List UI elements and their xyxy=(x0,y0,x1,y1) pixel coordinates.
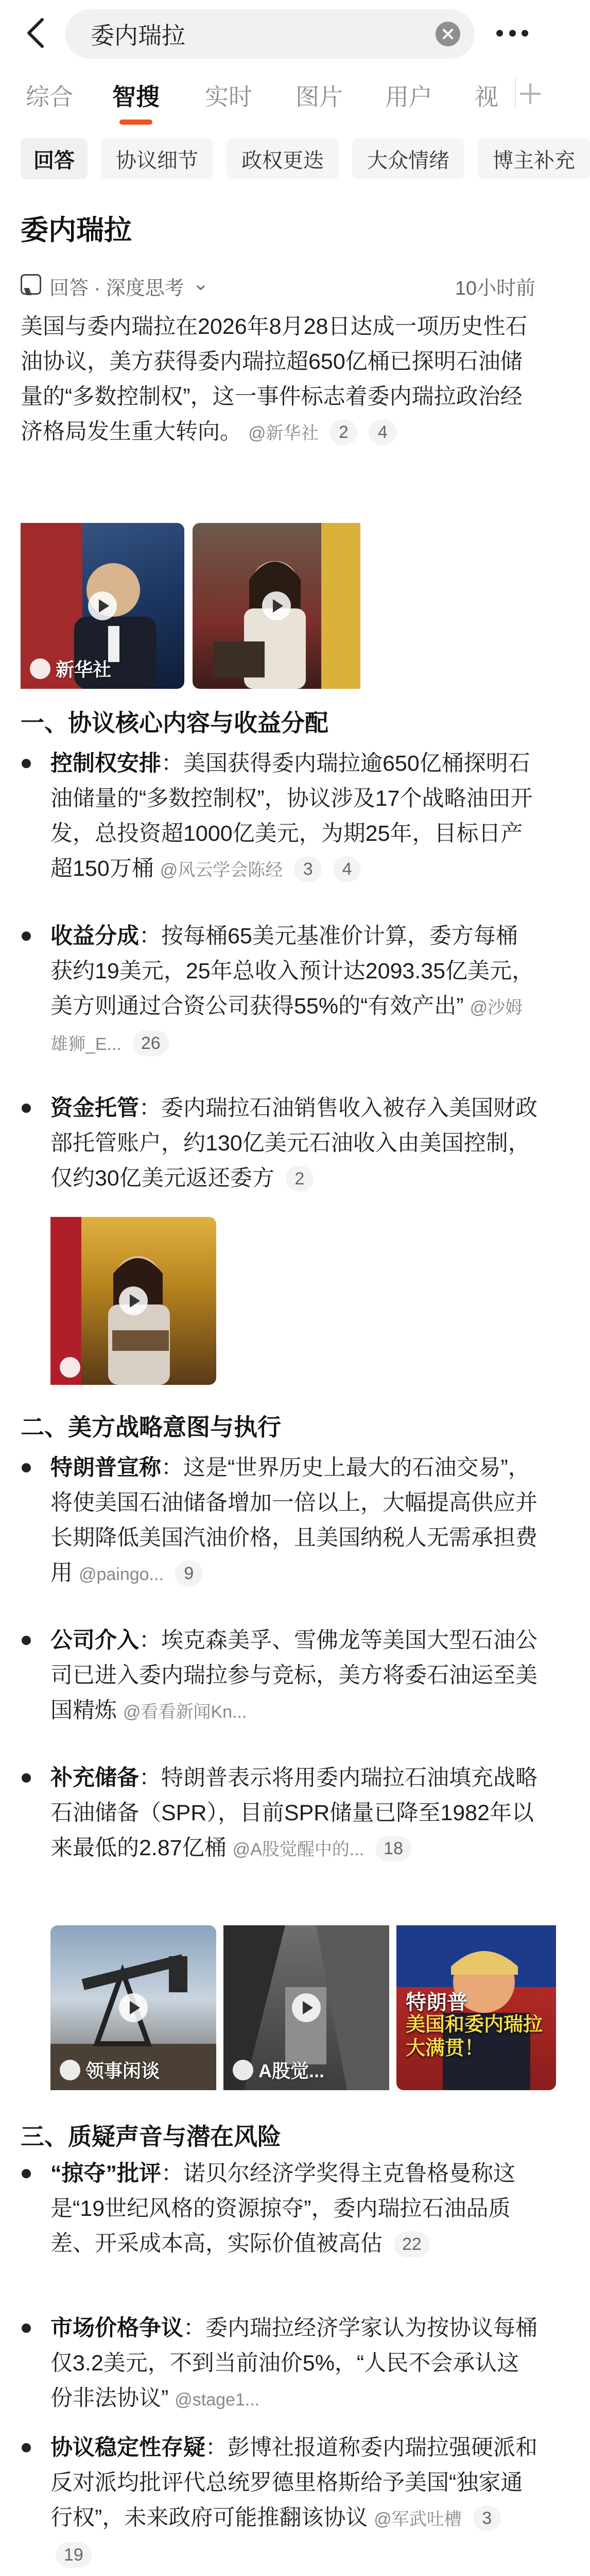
intro-text: 美国与委内瑞拉在2026年8月28日达成一项历史性石油协议，美方获得委内瑞拉超650亿桶已探明石油储量的“多数控制权”，这一事件标志着委内瑞拉政治经济格局发生重大转向。 xyxy=(21,314,528,444)
clear-search-button[interactable] xyxy=(436,22,460,46)
video-thumbnail[interactable] xyxy=(193,523,360,689)
source-ref[interactable]: @军武吐槽 xyxy=(374,2510,462,2529)
thumbnail-title: 特朗普 xyxy=(406,1991,467,2014)
add-tab-icon[interactable] xyxy=(515,77,546,108)
citation-badge[interactable]: 2 xyxy=(329,419,357,445)
citation-badge[interactable]: 3 xyxy=(294,856,322,882)
item-text: ：委内瑞拉经济学家认为按协议每桶仅3.2美元，不到当前油价5%，“人民不会承认这份非法协议” xyxy=(50,2316,537,2411)
section-heading: 二、美方战略意图与执行 xyxy=(21,1414,281,1440)
tab-realtime[interactable]: 实时 xyxy=(205,83,252,110)
item-term: 补充储备 xyxy=(50,1766,139,1790)
tab-images[interactable]: 图片 xyxy=(296,83,343,110)
item-term: 协议稳定性存疑 xyxy=(50,2435,205,2460)
source-logo-icon xyxy=(60,2060,80,2080)
top-bar xyxy=(0,0,556,66)
chat-icon xyxy=(21,274,41,295)
more-dot-icon xyxy=(522,30,528,37)
video-thumbnail[interactable] xyxy=(50,1217,216,1385)
source-logo-icon xyxy=(233,2060,253,2080)
search-query: 委内瑞拉 xyxy=(91,22,185,49)
more-dot-icon xyxy=(496,30,503,37)
citation-badge[interactable]: 9 xyxy=(175,1561,203,1586)
item-text: ：按每桶65美元基准价计算，委方每桶获约19美元，25年总收入预计达2093.35亿美元，美方则通过合资公司获得55%的“有效产出” xyxy=(50,924,534,1019)
video-thumbnail[interactable] xyxy=(396,1925,556,2090)
chip-agreement-details[interactable]: 协议细节 xyxy=(101,138,213,179)
back-button[interactable] xyxy=(20,13,51,53)
chevron-down-icon[interactable]: ⌄ xyxy=(193,273,209,295)
item-text: ：彭博社报道称委内瑞拉强硬派和反对派均批评代总统罗德里格斯给予美国“独家通行权”，未来政府可能推翻该协议 xyxy=(50,2435,537,2530)
citation-badge[interactable]: 26 xyxy=(133,1030,169,1056)
tab-users[interactable]: 用户 xyxy=(385,83,432,110)
section-heading: 一、协议核心内容与收益分配 xyxy=(21,709,328,736)
source-ref[interactable]: @风云学会陈经 xyxy=(160,860,283,880)
chevron-left-icon xyxy=(27,18,44,48)
item-term: 收益分成 xyxy=(50,924,139,948)
chip-public-sentiment[interactable]: 大众情绪 xyxy=(352,138,464,179)
list-item xyxy=(50,2311,540,2417)
list-item xyxy=(50,746,540,888)
media-source-tag: 新华社 xyxy=(30,655,111,682)
tab-video[interactable]: 视 xyxy=(475,83,498,110)
citation-badge[interactable]: 22 xyxy=(394,2231,430,2257)
more-dot-icon xyxy=(509,30,516,37)
source-logo-icon xyxy=(60,1357,80,1378)
bullet-icon xyxy=(22,1636,31,1645)
source-logo-icon xyxy=(30,658,50,679)
more-options-button[interactable] xyxy=(489,19,535,47)
answer-mode-selector[interactable]: 回答 · 深度思考 xyxy=(49,278,184,299)
citation-badge[interactable]: 18 xyxy=(375,1836,411,1861)
item-term: “掠夺”批评 xyxy=(50,2161,161,2186)
bullet-icon xyxy=(22,931,31,941)
source-ref[interactable]: @新华社 xyxy=(248,423,319,443)
section-heading: 三、质疑声音与潜在风险 xyxy=(21,2123,281,2150)
search-input[interactable] xyxy=(65,9,475,59)
source-ref[interactable]: @沙姆雄狮_E... xyxy=(50,998,523,1054)
play-icon xyxy=(119,1286,148,1315)
citation-badge[interactable]: 4 xyxy=(369,419,396,445)
bullet-icon xyxy=(22,1104,31,1113)
active-tab-indicator xyxy=(119,120,152,125)
thumbnail-caption: 美国和委内瑞拉 大满贯！ xyxy=(406,2014,543,2059)
play-icon xyxy=(119,1993,148,2022)
bullet-icon xyxy=(22,1463,31,1472)
bullet-icon xyxy=(22,2324,31,2333)
item-term: 特朗普宣称 xyxy=(50,1455,161,1480)
bullet-icon xyxy=(22,759,31,768)
source-ref[interactable]: @stage1... xyxy=(175,2390,260,2410)
answer-time: 10小时前 xyxy=(455,278,535,299)
play-icon xyxy=(292,1993,321,2022)
media-source-tag: 领事闲谈 xyxy=(60,2057,160,2083)
item-term: 市场价格争议 xyxy=(50,2316,183,2341)
answer-title: 委内瑞拉 xyxy=(21,215,132,246)
list-item xyxy=(50,1091,540,1196)
play-icon xyxy=(88,591,117,620)
tab-general[interactable]: 综合 xyxy=(26,83,73,110)
video-thumbnail[interactable] xyxy=(50,1925,216,2090)
answer-meta xyxy=(21,272,535,298)
video-thumbnail[interactable] xyxy=(223,1925,389,2090)
video-thumbnail[interactable] xyxy=(21,523,184,689)
item-text: ：诺贝尔经济学奖得主克鲁格曼称这是“19世纪风格的资源掠夺”，委内瑞拉石油品质差、开采成本高，实际价值被高估 xyxy=(50,2161,515,2256)
item-text: ：这是“世界历史上最大的石油交易”，将使美国石油储备增加一倍以上，大幅提高供应并长期降低美国汽油价格，且美国纳税人无需承担费用 xyxy=(50,1455,537,1585)
item-term: 资金托管 xyxy=(50,1096,139,1121)
citation-badge[interactable]: 19 xyxy=(56,2542,92,2568)
list-item xyxy=(50,2430,540,2572)
chip-regime-change[interactable]: 政权更迭 xyxy=(227,138,339,179)
item-text: ：特朗普表示将用委内瑞拉石油填充战略石油储备（SPR），目前SPR储量已降至1982年以来最低的2.87亿桶 xyxy=(50,1766,537,1860)
chip-blogger-notes[interactable]: 博主补充 xyxy=(478,138,590,179)
bullet-icon xyxy=(22,2169,31,2178)
tab-smart-search[interactable]: 智搜 xyxy=(112,83,160,110)
list-item xyxy=(50,2156,540,2261)
source-ref[interactable]: @看看新闻Kn... xyxy=(123,1702,247,1722)
list-item xyxy=(50,1623,540,1730)
play-icon xyxy=(262,591,291,620)
list-item xyxy=(50,1450,540,1592)
filter-chips xyxy=(0,130,575,179)
item-text: ：美国获得委内瑞拉逾650亿桶探明石油储量的“多数控制权”，协议涉及17个战略油田开发，总投资超1000亿美元，为期25年，目标日产超150万桶 xyxy=(50,751,533,881)
close-icon xyxy=(436,22,460,46)
item-text: ：委内瑞拉石油销售收入被存入美国财政部托管账户，约130亿美元石油收入由美国控制，仅约30亿美元返还委方 xyxy=(50,1096,537,1191)
media-source-tag xyxy=(60,1357,85,1378)
citation-badge[interactable]: 3 xyxy=(473,2505,501,2531)
item-term: 公司介入 xyxy=(50,1628,139,1653)
list-item xyxy=(50,1760,540,1867)
chip-answer[interactable]: 回答 xyxy=(21,138,88,179)
bullet-icon xyxy=(22,2443,31,2452)
list-item xyxy=(50,919,540,1062)
citation-badge[interactable]: 2 xyxy=(286,1166,314,1192)
category-tabs xyxy=(0,70,556,126)
citation-badge[interactable]: 4 xyxy=(333,856,361,882)
source-ref[interactable]: @paingo... xyxy=(78,1565,164,1584)
bullet-icon xyxy=(22,1773,31,1783)
media-source-tag: A股觉... xyxy=(233,2057,324,2083)
item-term: 控制权安排 xyxy=(50,751,161,776)
item-text: ：埃克森美孚、雪佛龙等美国大型石油公司已进入委内瑞拉参与竞标，美方将委石油运至美国精炼 xyxy=(50,1628,537,1723)
source-ref[interactable]: @A股觉醒中的... xyxy=(232,1840,365,1859)
answer-intro xyxy=(21,309,535,451)
